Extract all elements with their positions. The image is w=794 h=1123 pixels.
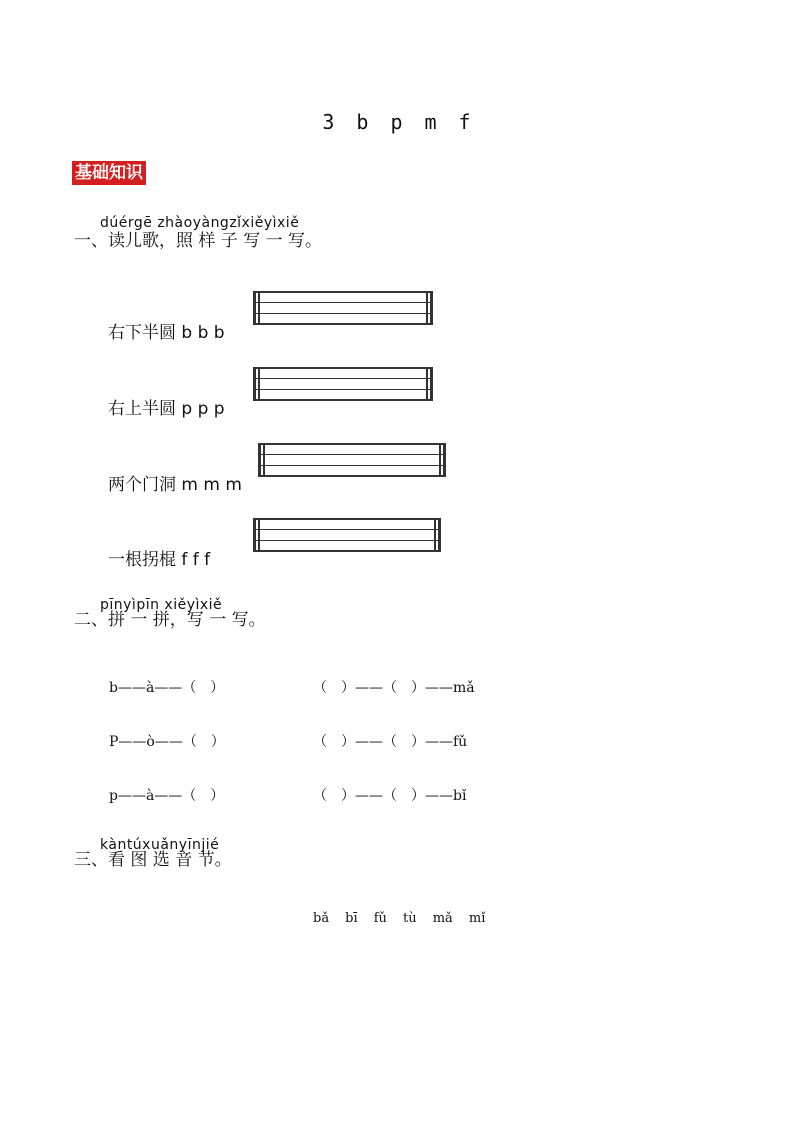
option-mi: mǐ [468, 911, 486, 926]
option-ma: mǎ [432, 911, 453, 926]
option-ba: bǎ [313, 911, 330, 926]
writing-staff-b[interactable] [253, 291, 433, 325]
option-fu: fǔ [373, 911, 387, 926]
row-label-b: 右下半圆 b b b [108, 323, 225, 343]
writing-staff-m[interactable] [258, 443, 446, 477]
spell-right-2: （ ）——（ ）——fǔ [313, 734, 468, 750]
page-title: 3 b p m f [322, 110, 472, 134]
section-badge: 基础知识 [72, 161, 146, 185]
row-label-m: 两个门洞 m m m [108, 475, 242, 495]
spell-right-1: （ ）——（ ）——mǎ [313, 680, 475, 696]
section2-pinyin: pīnyìpīn xiěyìxiě [100, 597, 223, 613]
spell-left-3: p——à——（ ） [109, 788, 225, 804]
row-label-p: 右上半圆 p p p [108, 399, 225, 419]
option-bi: bī [345, 911, 358, 926]
section3-heading: 三、看 图 选 音 节。 [74, 850, 232, 870]
writing-staff-p[interactable] [253, 367, 433, 401]
section3-pinyin: kàntúxuǎnyīnjié [100, 837, 220, 853]
spell-left-1: b——à——（ ） [109, 680, 225, 696]
syllable-options [313, 907, 496, 926]
option-tu: tù [403, 911, 417, 926]
spell-left-2: P——ò——（ ） [109, 734, 225, 750]
spell-right-3: （ ）——（ ）——bǐ [313, 788, 467, 804]
section1-pinyin: dúérgē zhàoyàngzǐxiěyìxiě [100, 215, 300, 231]
section2-heading: 二、拼 一 拼，写 一 写。 [74, 610, 266, 630]
section1-heading: 一、读儿歌，照 样 子 写 一 写。 [74, 231, 323, 251]
writing-staff-f[interactable] [253, 518, 441, 552]
row-label-f: 一根拐棍 f f f [108, 550, 211, 570]
